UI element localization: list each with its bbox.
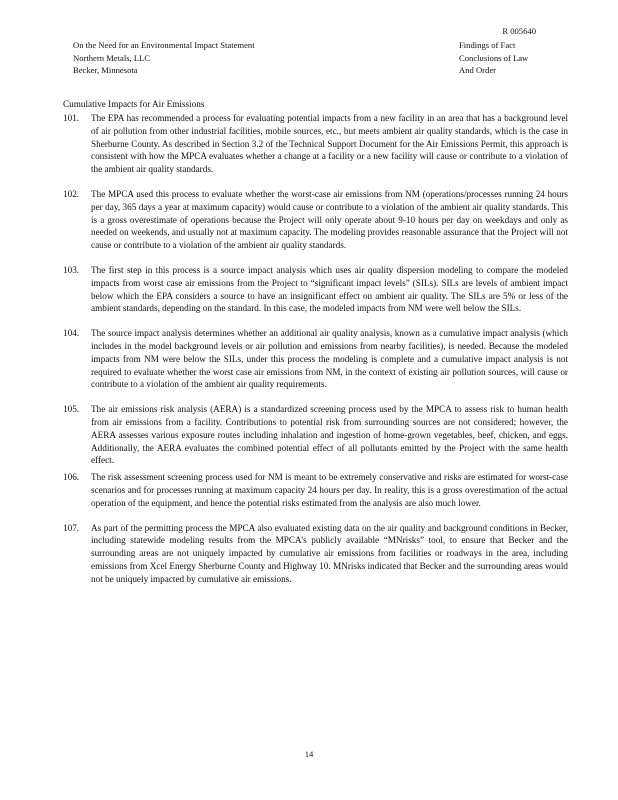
paragraph-number: 104. [63,328,80,339]
paragraph-number: 107. [63,522,80,533]
paragraph-107 [63,522,568,586]
paragraph-106 [63,471,568,509]
paragraph-105 [63,403,568,467]
paragraph-103 [63,264,568,315]
header-left-line: On the Need for an Environmental Impact Statement [73,40,255,50]
paragraph-text: The first step in this process is a source impact analysis which uses air quality dispersion modeling to compare the modeled impacts from worst case air emissions from the Project to “significant impact levels” (SILs). SILs are levels of ambient impact below which the EPA considers a source to have an insignificant effect on ambient air quality. The SILs are 5% or less of the ambient standards, depending on the standard. In this case, the modeled impacts from NM were well below the SILs. [91,264,568,314]
paragraph-text: The risk assessment screening process used for NM is meant to be extremely conservative and risks are estimated for worst-case scenarios and for processes running at maximum capacity 24 hours per day. In reality, this is a gross overestimation of the actual operation of the equipment, and hence the potential risks estimated from the analysis are also much lower. [91,472,568,508]
section-title: Cumulative Impacts for Air Emissions [63,99,205,109]
paragraph-text: The EPA has recommended a process for evaluating potential impacts from a new facility in an area that has a background level of air pollution from other industrial facilities, mobile sources, etc., but meets ambient air quality standards, which is the case in Sherburne County. As described in Section 3.2 of the Technical Support Document for the Air Emissions Permit, this approach is consistent with how the MPCA evaluates whether a change at a facility or a new facility will cause or contribute to a violation of the ambient air quality standards. [91,113,568,175]
paragraph-101 [63,112,568,176]
header-left-line: Becker, Minnesota [73,65,138,75]
paragraph-number: 101. [63,113,80,123]
header-right-line: Findings of Fact [459,40,516,50]
paragraph-104 [63,327,568,391]
paragraph-number: 105. [63,404,80,415]
header-right-line: And Order [459,65,496,75]
paragraph-102 [63,188,568,252]
paragraph-list [63,112,568,586]
paragraph-number: 106. [63,472,80,483]
header-right [459,39,528,77]
header-left-line: Northern Metals, LLC [73,52,151,63]
paragraph-text: The source impact analysis determines whether an additional air quality analysis, known as a cumulative impact analysis (which includes in the model background levels or air pollution and emissions from nearby facilities), is needed. Because the modeled impacts from NM were below the SILs, under this process the modeling is complete and a cumulative impact analysis is not required to evaluate whether the worst case air emissions from NM, in the context of existing air pollution sources, will cause or contribute to a violation of the ambient air quality requirements. [91,328,568,390]
paragraph-number: 103. [63,264,80,275]
paragraph-text: The MPCA used this process to evaluate whether the worst-case air emissions from NM (operations/processes running 24 hours per day, 365 days a year at maximum capacity) would cause or contribute to a violation of the ambient air quality standards. This is a gross overestimate of operations because the Project will only operate about 9-10 hours per day on weekdays and only as needed on weekends, and usually not at maximum capacity. The modeling provides reasonable assurance that the Project will not cause or contribute to a violation of the ambient air quality standards. [91,188,568,251]
paragraph-text: As part of the permitting process the MPCA also evaluated existing data on the air quality and background conditions in Becker, including statewide modeling results from the MPCA’s publicly available “MNrisks” tool, to ensure that Becker and the surrounding areas are not uniquely impacted by cumulative air emissions from facilities or roadways in the area, including emissions from Xcel Energy Sherburne County and Highway 10. MNrisks indicated that Becker and the surrounding areas would not be uniquely impacted by cumulative air emissions. [91,522,568,584]
bates-number: R 005640 [502,26,536,36]
paragraph-number: 102. [63,188,80,199]
paragraph-text: The air emissions risk analysis (AERA) is a standardized screening process used by the MPCA to assess risk to human health from air emissions from a facility. Contributions to potential risk from surrounding sources are not considered; however, the AERA assesses various exposure routes including inhalation and ingestion of home-grown vegetables, beef, chicken, and eggs. Additionally, the AERA evaluates the combined potential effect of all pollutants emitted by the Project with the same health effect. [91,404,568,466]
header-right-line: Conclusions of Law [459,52,529,63]
header-left [73,39,255,77]
page-number: 14 [304,749,314,759]
